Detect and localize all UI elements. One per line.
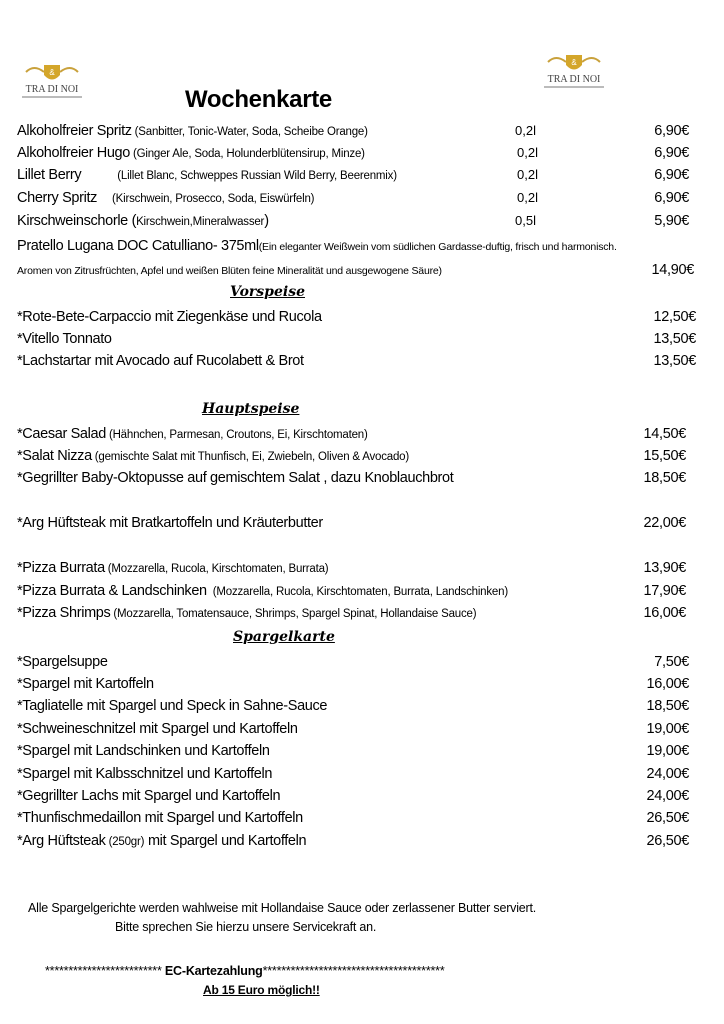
item-name: Cherry Spritz bbox=[17, 190, 98, 206]
logo-text: TRA DI NOI bbox=[547, 74, 601, 85]
item-price: 18,50€ bbox=[646, 698, 689, 714]
minimum-amount-note: Ab 15 Euro möglich!! bbox=[203, 983, 320, 997]
item-price: 17,90€ bbox=[643, 583, 686, 599]
item-description: (Sanbitter, Tonic-Water, Soda, Scheibe Orange) bbox=[131, 126, 368, 138]
item-price: 6,90€ bbox=[654, 190, 689, 206]
item-price: 12,50€ bbox=[653, 309, 696, 325]
menu-item bbox=[17, 831, 306, 851]
item-name: *Rote-Bete-Carpaccio mit Ziegenkäse und Rucola bbox=[17, 309, 322, 325]
item-name: *Vitello Tonnato bbox=[17, 331, 112, 347]
menu-item bbox=[17, 764, 272, 784]
item-name: *Schweineschnitzel mit Spargel und Kartoffeln bbox=[17, 721, 298, 737]
item-name-suffix: mit Spargel und Kartoffeln bbox=[144, 833, 307, 849]
menu-item bbox=[17, 211, 269, 231]
item-name: *Pizza Burrata & Landschinken bbox=[17, 583, 207, 599]
item-price: 26,50€ bbox=[646, 833, 689, 849]
item-name: *Gegrillter Lachs mit Spargel und Kartoffeln bbox=[17, 788, 281, 804]
item-description: (Ginger Ale, Soda, Holunderblütensirup, Minze) bbox=[130, 148, 365, 160]
item-description: Kirschwein,Mineralwasser bbox=[136, 216, 265, 228]
menu-item bbox=[17, 558, 328, 578]
item-price: 13,50€ bbox=[653, 353, 696, 369]
item-price: 26,50€ bbox=[646, 810, 689, 826]
item-name: *Arg Hüftsteak mit Bratkartoffeln und Kräuterbutter bbox=[17, 515, 323, 531]
menu-item bbox=[17, 446, 409, 466]
menu-item bbox=[17, 674, 154, 694]
item-description: (Hähnchen, Parmesan, Croutons, Ei, Kirschtomaten) bbox=[105, 429, 368, 441]
item-name: *Arg Hüftsteak bbox=[17, 833, 106, 849]
stars-right: *************************************** bbox=[262, 964, 445, 978]
ec-payment-label: EC-Kartezahlung bbox=[164, 964, 263, 978]
item-description: (250gr) bbox=[105, 836, 145, 848]
menu-item bbox=[17, 513, 323, 533]
item-name: *Spargelsuppe bbox=[17, 654, 108, 670]
item-price: 5,90€ bbox=[654, 213, 689, 229]
item-name: Pratello Lugana DOC Catulliano- 375ml bbox=[17, 238, 259, 254]
service-note: Bitte sprechen Sie hierzu unsere Servicekraft an. bbox=[115, 920, 377, 934]
crest-icon bbox=[22, 62, 82, 84]
item-name: Alkoholfreier Hugo bbox=[17, 145, 130, 161]
logo-text: TRA DI NOI bbox=[25, 84, 79, 95]
svg-text:&: & bbox=[49, 68, 55, 77]
item-price: 24,00€ bbox=[646, 788, 689, 804]
item-price: 15,50€ bbox=[643, 448, 686, 464]
item-name: *Spargel mit Landschinken und Kartoffeln bbox=[17, 743, 270, 759]
item-name-suffix: ) bbox=[264, 213, 269, 229]
item-price: 6,90€ bbox=[654, 123, 689, 139]
menu-item bbox=[17, 652, 108, 672]
menu-item bbox=[17, 424, 368, 444]
menu-item bbox=[17, 121, 368, 141]
menu-item bbox=[17, 165, 397, 185]
item-name: *Gegrillter Baby-Oktopusse auf gemischtem Salat , dazu Knoblauchbrot bbox=[17, 470, 454, 486]
item-description: (Mozzarella, Tomatensauce, Shrimps, Spargel Spinat, Hollandaise Sauce) bbox=[110, 608, 477, 620]
item-price: 19,00€ bbox=[646, 721, 689, 737]
item-price: 6,90€ bbox=[654, 145, 689, 161]
item-price: 24,00€ bbox=[646, 766, 689, 782]
menu-item bbox=[17, 188, 314, 208]
item-name: Lillet Berry bbox=[17, 167, 82, 183]
page-title: Wochenkarte bbox=[185, 86, 332, 113]
item-price: 18,50€ bbox=[643, 470, 686, 486]
item-name: *Caesar Salad bbox=[17, 426, 106, 442]
item-description: (Mozzarella, Rucola, Kirschtomaten, Burrata, Landschinken) bbox=[206, 586, 508, 598]
item-price: 7,50€ bbox=[654, 654, 689, 670]
restaurant-logo-right bbox=[534, 52, 614, 88]
item-name: Kirschweinschorle ( bbox=[17, 213, 137, 229]
item-description: (Kirschwein, Prosecco, Soda, Eiswürfeln) bbox=[97, 193, 315, 205]
item-name: *Lachstartar mit Avocado auf Rucolabett & Brot bbox=[17, 353, 304, 369]
ec-payment-line bbox=[45, 963, 445, 979]
menu-item bbox=[17, 741, 270, 761]
item-volume: 0,2l bbox=[517, 167, 538, 182]
menu-item bbox=[17, 143, 365, 163]
item-volume: 0,2l bbox=[517, 145, 538, 160]
menu-item bbox=[17, 581, 508, 601]
item-volume: 0,5l bbox=[515, 213, 536, 228]
section-heading-vorspeise: Vorspeise bbox=[230, 284, 305, 300]
item-price: 6,90€ bbox=[654, 167, 689, 183]
menu-item bbox=[17, 260, 442, 280]
menu-item bbox=[17, 603, 476, 623]
menu-item bbox=[17, 808, 303, 828]
menu-item bbox=[17, 786, 280, 806]
item-description: (Mozzarella, Rucola, Kirschtomaten, Burrata) bbox=[104, 563, 329, 575]
item-description: Aromen von Zitrusfrüchten, Apfel und weißen Blüten feine Mineralität und ausgewogene Säure) bbox=[17, 265, 442, 277]
item-name: *Pizza Burrata bbox=[17, 560, 105, 576]
section-heading-hauptspeise: Hauptspeise bbox=[202, 401, 300, 417]
menu-item bbox=[17, 719, 298, 739]
item-description: (gemischte Salat mit Thunfisch, Ei, Zwiebeln, Oliven & Avocado) bbox=[91, 451, 410, 463]
item-description: (Lillet Blanc, Schweppes Russian Wild Berry, Beerenmix) bbox=[81, 170, 397, 182]
section-heading-spargelkarte: Spargelkarte bbox=[233, 629, 335, 645]
item-price: 19,00€ bbox=[646, 743, 689, 759]
item-description: (Ein eleganter Weißwein vom südlichen Gardasse-duftig, frisch und harmonisch. bbox=[258, 241, 617, 253]
item-price: 14,50€ bbox=[643, 426, 686, 442]
item-name: *Pizza Shrimps bbox=[17, 605, 111, 621]
item-name: Alkoholfreier Spritz bbox=[17, 123, 132, 139]
item-name: *Salat Nizza bbox=[17, 448, 92, 464]
item-price: 13,90€ bbox=[643, 560, 686, 576]
item-price: 22,00€ bbox=[643, 515, 686, 531]
menu-item bbox=[17, 696, 327, 716]
menu-item bbox=[17, 351, 304, 371]
item-volume: 0,2l bbox=[517, 190, 538, 205]
menu-item bbox=[17, 468, 453, 488]
item-name: *Spargel mit Kalbsschnitzel und Kartoffeln bbox=[17, 766, 273, 782]
item-price: 16,00€ bbox=[646, 676, 689, 692]
item-name: *Spargel mit Kartoffeln bbox=[17, 676, 154, 692]
item-price: 13,50€ bbox=[653, 331, 696, 347]
item-volume: 0,2l bbox=[515, 123, 536, 138]
asparagus-note: Alle Spargelgerichte werden wahlweise mit Hollandaise Sauce oder zerlassener Butter serviert. bbox=[28, 901, 537, 915]
menu-item bbox=[17, 307, 322, 327]
crest-icon bbox=[544, 52, 604, 74]
menu-item bbox=[17, 236, 617, 256]
menu-item bbox=[17, 329, 112, 349]
restaurant-logo-left bbox=[12, 62, 92, 98]
svg-text:&: & bbox=[571, 58, 577, 67]
stars-left: ************************* bbox=[45, 964, 165, 978]
item-name: *Tagliatelle mit Spargel und Speck in Sahne-Sauce bbox=[17, 698, 328, 714]
item-price: 16,00€ bbox=[643, 605, 686, 621]
item-name: *Thunfischmedaillon mit Spargel und Kartoffeln bbox=[17, 810, 303, 826]
item-price: 14,90€ bbox=[651, 262, 694, 278]
